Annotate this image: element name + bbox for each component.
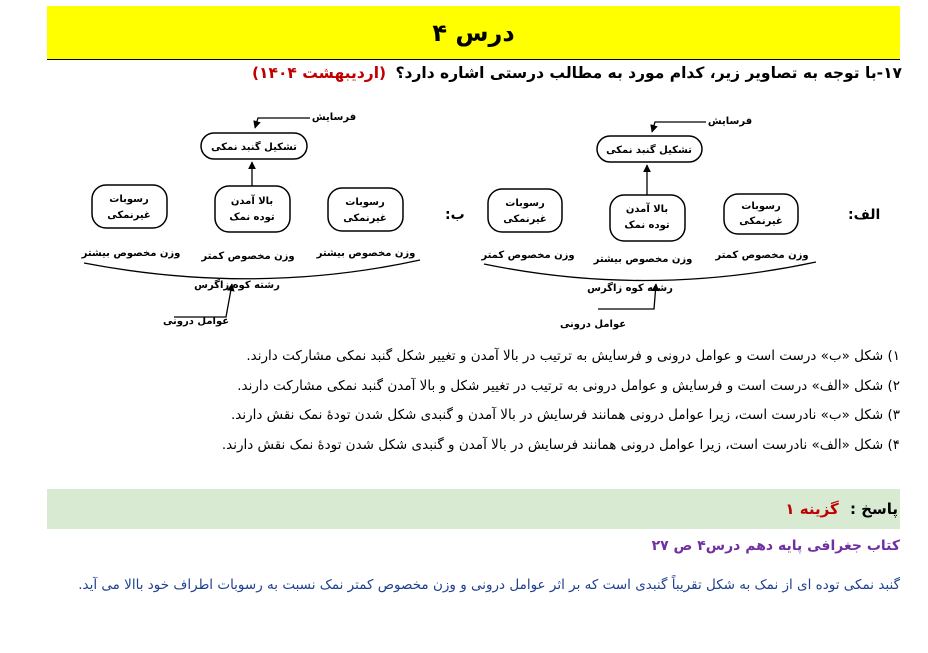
be-right-weight: وزن مخصوص بیشتر [316,248,416,259]
question-text: با توجه به تصاویر زیر، کدام مورد به مطالب درستی اشاره دارد؟ [395,64,877,82]
question-line [42,64,902,88]
answer-bar [47,489,900,529]
alef-internal-label: عوامل درونی [559,319,627,330]
textbook-reference: کتاب جغرافی پایه دهم درس۴ ص ۲۷ [651,538,900,554]
answer-options [60,342,900,460]
alef-right-box [724,194,798,234]
be-erosion-label: فرسایش [311,112,357,123]
option-4[interactable]: ۴) شکل «الف» نادرست است، زیرا عوامل درونی همانند فرسایش در بالا آمدن و گنبدی شکل شدن تودهٔ نمک نقش دارند. [221,436,900,453]
diagram-be-label: ب: [445,207,465,223]
alef-range-label: رشته کوه زاگرس [587,283,673,294]
option-1[interactable]: ۱) شکل «ب» درست است و عوامل درونی و فرسایش به ترتیب در بالا آمدن و تغییر شکل گنبد نمکی مشارکت دارند. [246,348,900,364]
be-left-box [92,185,167,228]
option-3[interactable]: ۳) شکل «ب» نادرست است، زیرا عوامل درونی همانند فرسایش در بالا آمدن و گنبدی شکل شدن تودهٔ نمک نقش دارند. [230,407,900,423]
salt-dome-diagrams [0,92,928,342]
alef-left-box-line1: رسوبات [505,198,545,209]
alef-center-box-line2: توده نمک [624,220,670,231]
alef-erosion-label: فرسایش [707,116,753,127]
alef-center-box [610,195,685,241]
be-curve [84,260,420,279]
be-left-box-line2: غیرنمکی [107,210,151,221]
lesson-title-bar [47,6,900,60]
be-left-box-line1: رسوبات [109,194,149,205]
answer-value: گزینه ۱ [785,500,839,518]
be-right-box-line2: غیرنمکی [343,213,387,224]
be-erosion-arrow [255,118,310,128]
alef-erosion-arrow [652,122,706,132]
diagram-alef [480,116,880,330]
alef-right-box-line2: غیرنمکی [739,216,783,227]
be-left-weight: وزن مخصوص بیشتر [81,248,181,259]
be-internal-label: عوامل درونی [162,316,230,327]
diagram-alef-label: الف: [848,207,881,223]
be-center-box-line2: توده نمک [229,212,275,223]
be-right-box [328,188,403,231]
be-dome-label: تشکیل گنبد نمکی [211,142,297,153]
lesson-title: درس ۴ [432,18,515,47]
alef-center-box-line1: بالا آمدن [625,204,669,215]
be-range-label: رشته کوه زاگرس [194,280,280,291]
be-center-box [215,186,290,232]
alef-center-weight: وزن مخصوص بیشتر [593,254,693,265]
answer-label: پاسخ : [849,500,898,518]
explanation-text: گنبد نمکی توده ای از نمک به شکل تقریباً گنبدی است که بر اثر عوامل درونی و وزن مخصوص کمتر نمک نسبت به رسوبات اطراف خود باالا می آید. [78,577,900,593]
answer-content [785,500,900,518]
diagram-be [81,112,465,327]
alef-dome-label: تشکیل گنبد نمکی [606,145,692,156]
alef-left-box-line2: غیرنمکی [503,214,547,225]
alef-right-box-line1: رسوبات [741,201,781,212]
question-number: ۱۷- [876,64,902,82]
be-center-box-line1: بالا آمدن [230,196,274,207]
alef-left-weight: وزن مخصوص کمتر [481,250,575,261]
be-center-weight: وزن مخصوص کمتر [201,251,295,262]
question-source: (اردیبهشت ۱۴۰۴) [251,64,387,82]
option-2[interactable]: ۲) شکل «الف» درست است و فرسایش و عوامل درونی به ترتیب در تغییر شکل و بالا آمدن گنبد نمکی مشارکت دارند. [237,377,900,394]
alef-right-weight: وزن مخصوص کمتر [715,250,809,261]
alef-left-box [488,189,562,232]
be-right-box-line1: رسوبات [345,197,385,208]
